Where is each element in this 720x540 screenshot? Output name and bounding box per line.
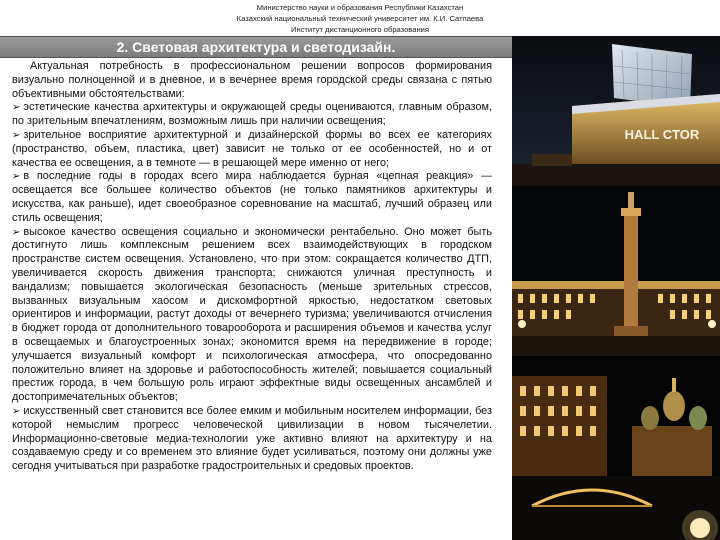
arrow-bullet-icon: ➢ bbox=[12, 405, 21, 417]
slide-body bbox=[12, 60, 492, 538]
arrow-bullet-icon: ➢ bbox=[12, 226, 21, 238]
header-ministry: Министерство науки и образования Республики Казахстан bbox=[256, 3, 464, 12]
intro-paragraph: Актуальная потребность в профессиональном решении вопросов формирования визуально полноценной и в дневное, и в вечернее время городской среды связана с пятью объективными обстоятельствами: bbox=[12, 60, 492, 100]
bullet-item bbox=[12, 226, 492, 405]
bullet-text: в последние годы в городах всего мира наблюдается бурная «цепная реакция» — освещается все большее количество объектов (не только памятников архитектуры и искусства, как раньше), идет своеобразное соревнование на масштаб, лучший образец или стиль освещения; bbox=[12, 170, 492, 224]
institution-header bbox=[0, 2, 720, 35]
palace-square-illustration bbox=[512, 186, 720, 356]
cathedral-bridge-illustration bbox=[512, 356, 720, 540]
cathedral-bridge-photo bbox=[512, 356, 720, 540]
header-university: Казахский национальный технический университет им. К.И. Сатпаева bbox=[236, 14, 484, 23]
header-institute: Институт дистанционного образования bbox=[290, 25, 430, 34]
bullet-text: эстетические качества архитектуры и окружающей среды оцениваются, главным образом, по зрительным впечатлениям, возможным лишь при наличии освещения; bbox=[12, 101, 492, 128]
modern-building-photo bbox=[512, 36, 720, 186]
bullet-item bbox=[12, 405, 492, 474]
bullet-text: высокое качество освещения социально и экономически рентабельно. Оно может быть достигнуто лишь комплексным решением всех взаимодействующих в городском пространстве систем освещения. Установлено, что при этом: сокращается количество ДТП, увеличивается скорость движения транспорта; снижаются уличная преступность и вандализм; повышается экологическая безопасность (меньше зрительных стрессов, вызванных визуальным хаосом и дискомфортной яркостью, недостатком световых ориентиров и информации, растут доходы от вечернего туризма; увеличиваются отчисления в бюджет города от дополнительного товарооборота и расширения объемов и качества услуг в освещаемых и благоустроенных зонах; экономится время на передвижение в городе; улучшается визуальный комфорт и психологическая атмосфера, что опосредованно положительно влияет на здоровье и работоспособность жителей; повышается социальный престиж города, в чем большую роль играют эффектные виды освещенных ансамблей и достопримечательных объектов; bbox=[12, 225, 492, 404]
modern-building-illustration bbox=[512, 36, 720, 186]
slide-title: 2. Световая архитектура и светодизайн. bbox=[0, 36, 512, 58]
bullet-text: искусственный свет становится все более емким и мобильным носителем информации, без которой немыслим прогресс человеческой цивилизации в новом тысячелетии. Информационно-световые медиа-технологии уже активно влияют на архитектуру и на создаваемую среду и со временем это влияние будет усиливаться, поэтому они должны уже сегодня учитываться при разработке градостроительных и средовых проектов. bbox=[12, 404, 492, 473]
building-sign-text: HALL CTOR bbox=[624, 127, 700, 142]
arrow-bullet-icon: ➢ bbox=[12, 171, 21, 183]
photo-column bbox=[512, 36, 720, 540]
palace-square-photo bbox=[512, 186, 720, 356]
bullet-text: зрительное восприятие архитектурной и дизайнерской формы во всех ее категориях (пространство, объем, пластика, цвет) зависит не только от ее особенностей, но и от качества ее освещения, а в темноте — в решающей мере именно от него; bbox=[12, 128, 492, 169]
bullet-item bbox=[12, 170, 492, 225]
bullet-item bbox=[12, 101, 492, 129]
bullet-item bbox=[12, 129, 492, 170]
arrow-bullet-icon: ➢ bbox=[12, 102, 21, 114]
arrow-bullet-icon: ➢ bbox=[12, 129, 21, 141]
